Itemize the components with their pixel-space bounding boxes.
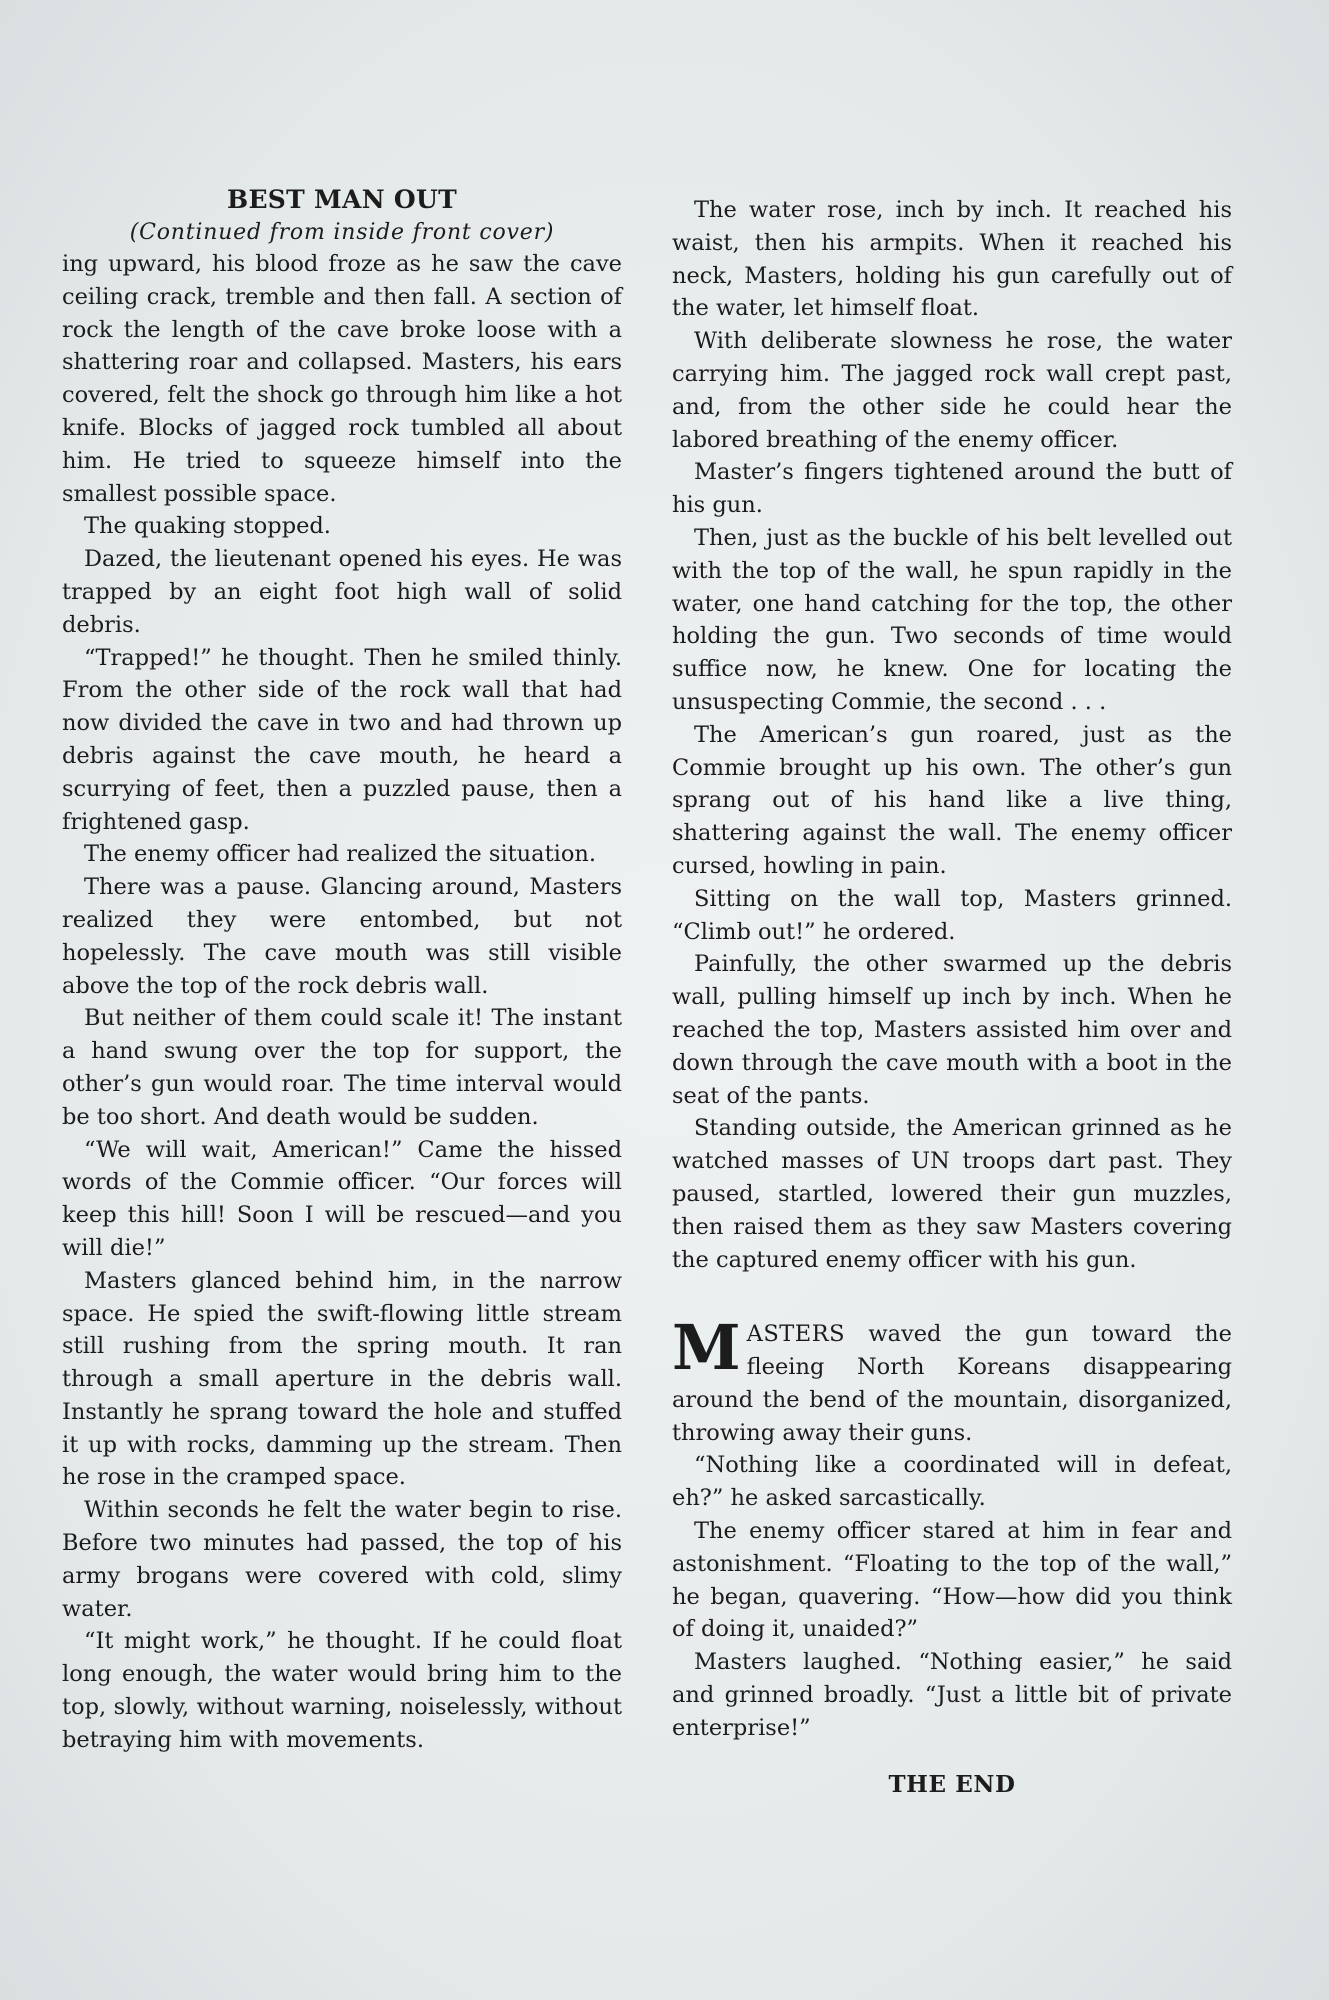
paragraph-text: waved the gun toward the fleeing North Koreans disappearing around the bend of the mountain, disorganized, throwing away their guns. bbox=[672, 1321, 1232, 1446]
right-column bbox=[672, 194, 1232, 1801]
the-end-label: THE END bbox=[888, 1770, 1016, 1798]
drop-cap: M bbox=[672, 1311, 741, 1385]
paragraph: The American’s gun roared, just as the Commie brought up his own. The other’s gun sprang out of his hand like a live thing, shattering against the wall. The enemy officer cursed, howling in pain. bbox=[672, 721, 1232, 879]
paragraph: The enemy officer stared at him in fear and astonishment. “Floating to the top of the wall,” he began, quavering. “How—how did you think of doing it, unaided?” bbox=[672, 1518, 1232, 1643]
dropcap-paragraph bbox=[672, 1311, 1232, 1449]
paragraph: “We will wait, American!” Came the hissed words of the Commie officer. “Our forces will keep this hill! Soon I will be rescued—and you will die!” bbox=[62, 1136, 622, 1261]
paragraph: With deliberate slowness he rose, the water carrying him. The jagged rock wall crept past, and, from the other side he could hear the labored breathing of the enemy officer. bbox=[672, 328, 1232, 453]
paragraph: Painfully, the other swarmed up the debris wall, pulling himself up inch by inch. When he reached the top, Masters assisted him over and down through the cave mouth with a boot in the seat of the pants. bbox=[672, 951, 1232, 1109]
paragraph: Master’s fingers tightened around the butt of his gun. bbox=[672, 459, 1232, 519]
paragraph: Masters glanced behind him, in the narrow space. He spied the swift-flowing little stream still rushing from the spring mouth. It ran through a small aperture in the debris wall. Instantly he sprang toward the hole and stuffed it up with rocks, damming up the stream. Then he rose in the cramped space. bbox=[62, 1267, 622, 1491]
paragraph: “Nothing like a coordinated will in defeat, eh?” he asked sarcastically. bbox=[672, 1452, 1232, 1512]
paragraph: “It might work,” he thought. If he could float long enough, the water would bring him to the top, slowly, without warning, noiselessly, without betraying him with movements. bbox=[62, 1628, 622, 1753]
paragraph: But neither of them could scale it! The instant a hand swung over the top for support, the other’s gun would roar. The time interval would be too short. And death would be sudden. bbox=[62, 1005, 622, 1130]
paragraph: ing upward, his blood froze as he saw the cave ceiling crack, tremble and then fall. A section of rock the length of the cave broke loose with a shattering roar and collapsed. Masters, his ears covered, felt the shock go through him like a hot knife. Blocks of jagged rock tumbled all about him. He tried to squeeze himself into the smallest possible space. bbox=[62, 251, 622, 507]
story-title: BEST MAN OUT bbox=[227, 185, 457, 214]
paragraph: Within seconds he felt the water begin to rise. Before two minutes had passed, the top of his army brogans were covered with cold, slimy water. bbox=[62, 1497, 622, 1622]
paragraph: Sitting on the wall top, Masters grinned. “Climb out!” he ordered. bbox=[672, 885, 1232, 945]
paragraph: The enemy officer had realized the situation. bbox=[84, 841, 597, 868]
paragraph: The water rose, inch by inch. It reached his waist, then his armpits. When it reached his neck, Masters, holding his gun carefully out of the water, let himself float. bbox=[672, 197, 1232, 322]
dropcap-continuation: ASTERS bbox=[746, 1321, 846, 1348]
paragraph: There was a pause. Glancing around, Masters realized they were entombed, but not hopelessly. The cave mouth was still visible above the top of the rock debris wall. bbox=[62, 874, 622, 999]
story-subtitle: (Continued from inside front cover) bbox=[129, 220, 555, 245]
paragraph: Masters laughed. “Nothing easier,” he said and grinned broadly. “Just a little bit of private enterprise!” bbox=[672, 1649, 1232, 1741]
paragraph: Then, just as the buckle of his belt levelled out with the top of the wall, he spun rapidly in the water, one hand catching for the top, the other holding the gun. Two seconds of time would suffice now, he knew. One for locating the unsuspecting Commie, the second . . . bbox=[672, 524, 1232, 715]
paragraph: Dazed, the lieutenant opened his eyes. He was trapped by an eight foot high wall of solid debris. bbox=[62, 546, 622, 638]
paragraph: “Trapped!” he thought. Then he smiled thinly. From the other side of the rock wall that had now divided the cave in two and had thrown up debris against the cave mouth, he heard a scurrying of feet, then a puzzled pause, then a frightened gasp. bbox=[62, 644, 622, 835]
paragraph: Standing outside, the American grinned as he watched masses of UN troops dart past. They paused, startled, lowered their gun muzzles, then raised them as they saw Masters covering the captured enemy officer with his gun. bbox=[672, 1115, 1232, 1273]
paragraph: The quaking stopped. bbox=[84, 513, 331, 540]
left-column bbox=[62, 186, 622, 1757]
